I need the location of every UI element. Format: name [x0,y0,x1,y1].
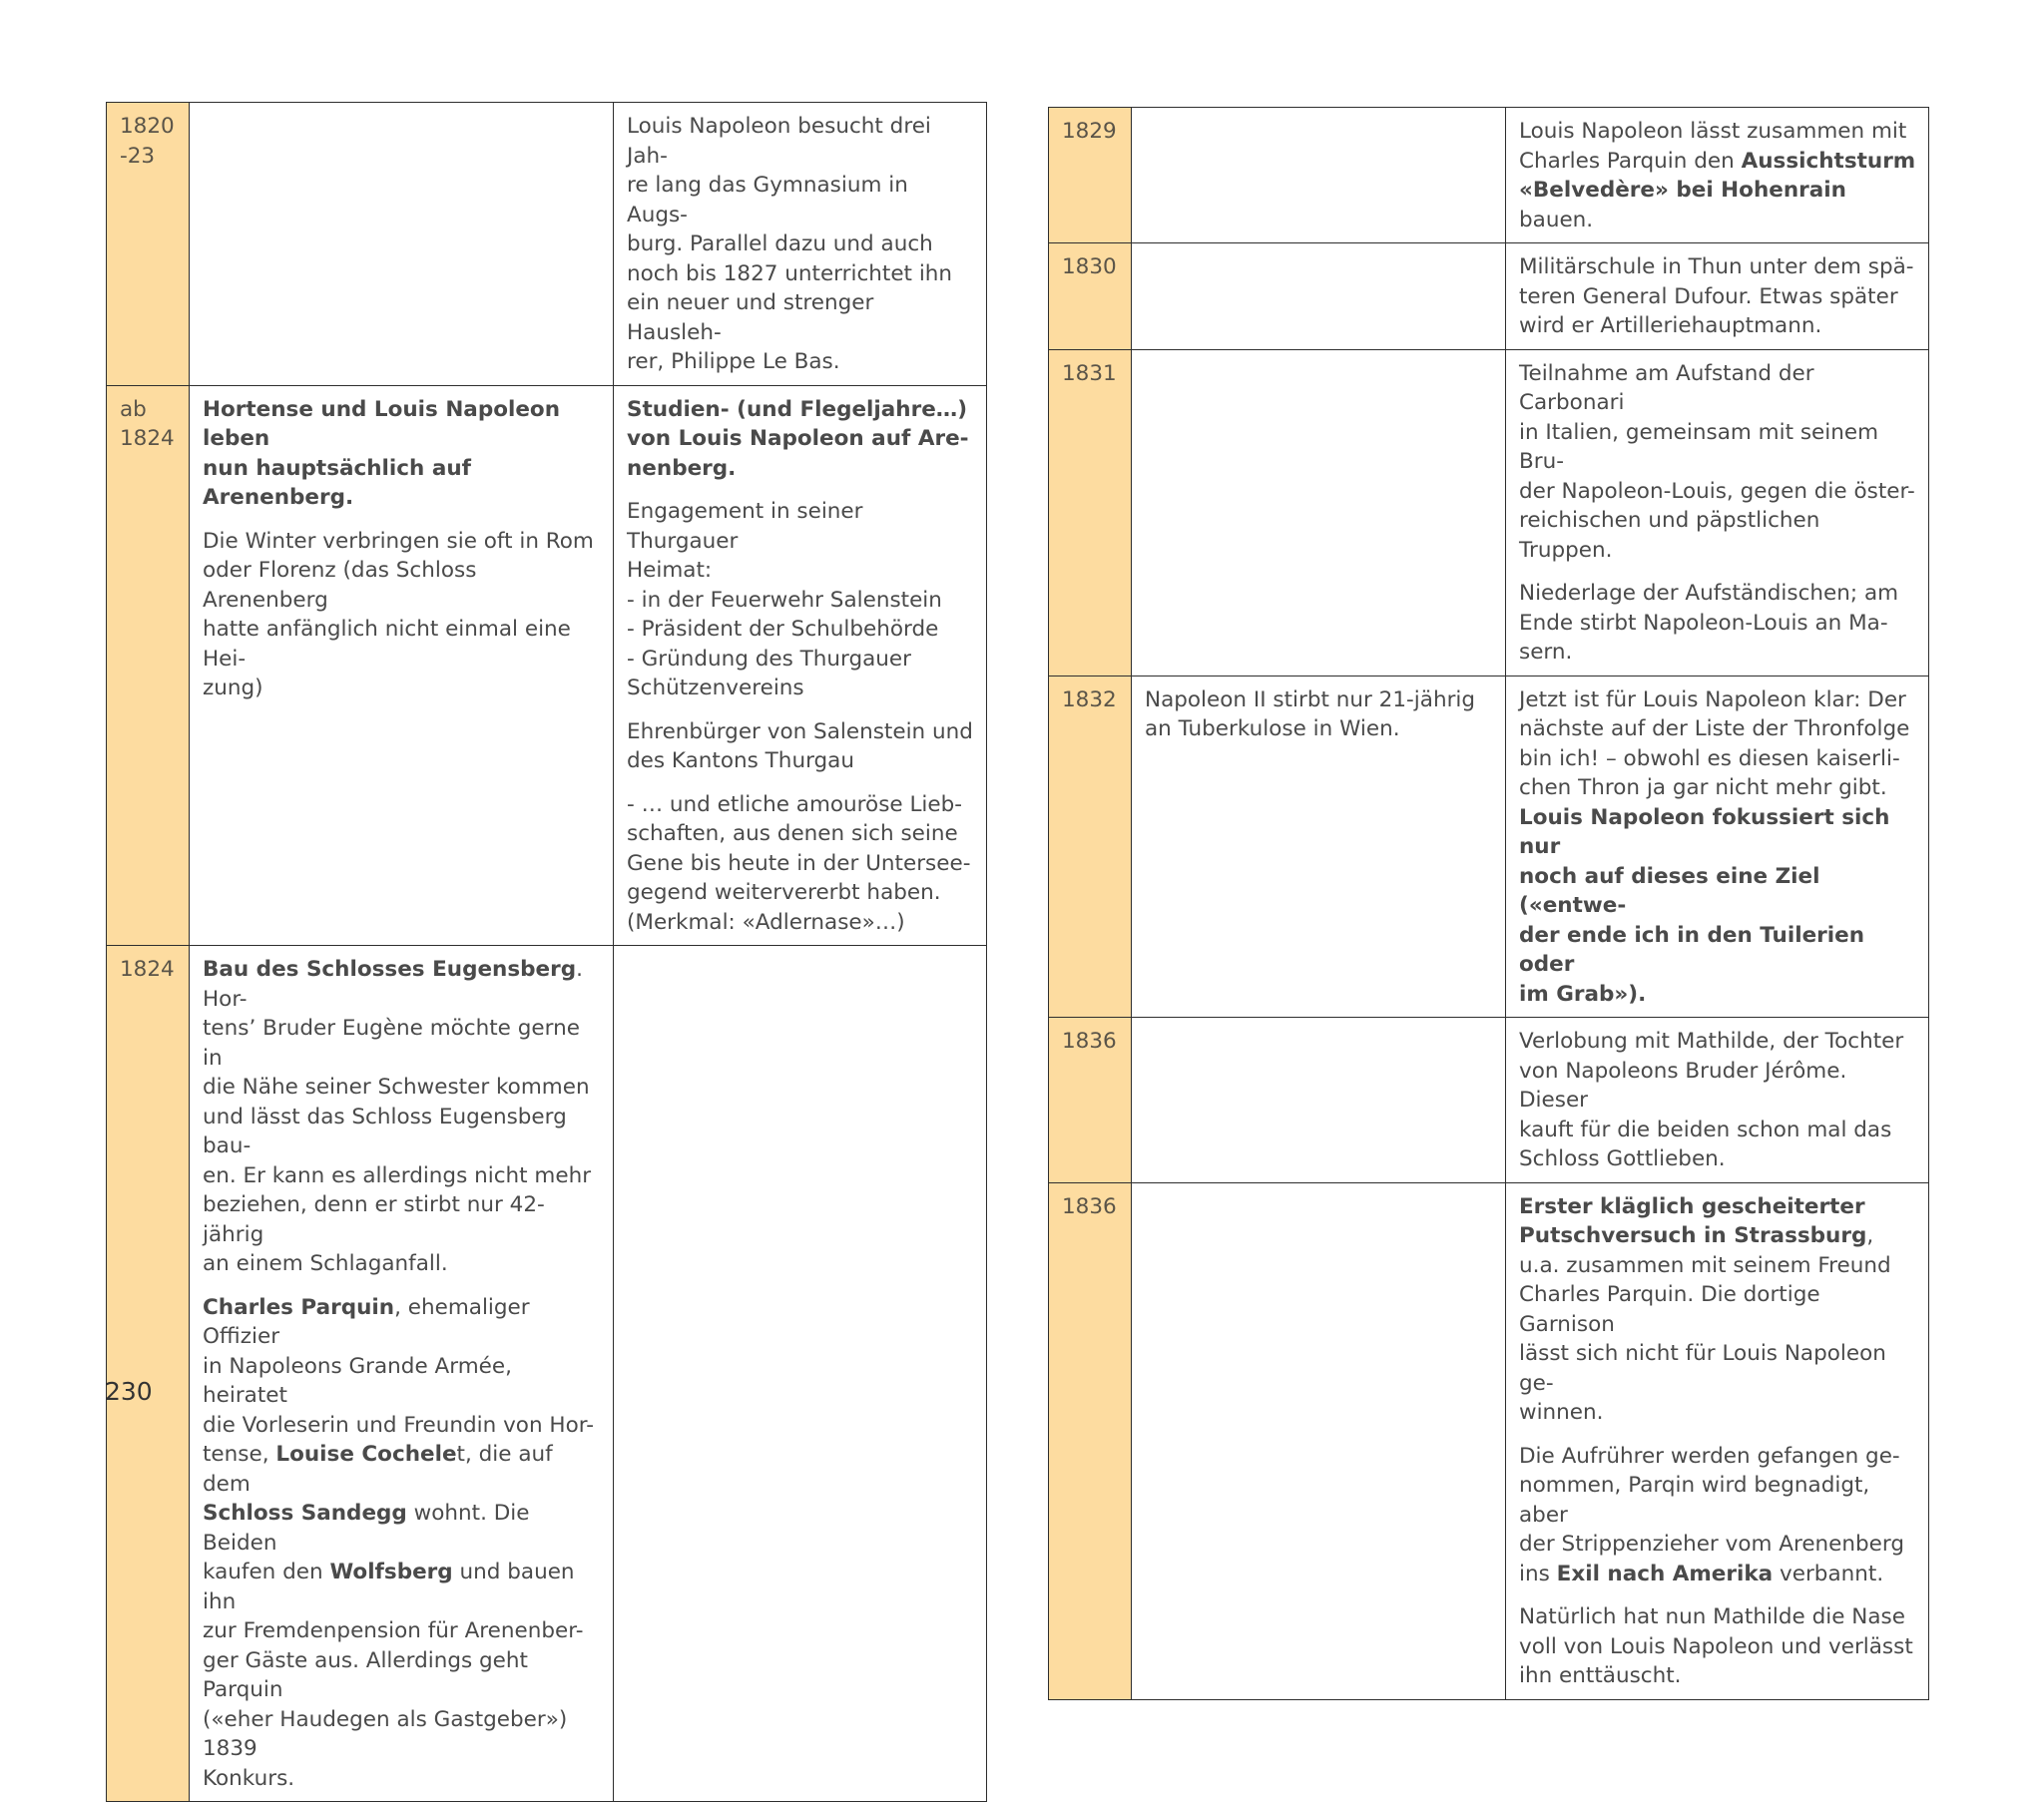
year-cell: 1829 [1049,108,1132,243]
event-paragraph: Louis Napoleon lässt zusammen mit Charles Parquin den Aussichtsturm «Belvedère» bei Hohenrain bauen. [1519,119,1916,232]
event-cell-louis-napoleon [1506,1182,1929,1699]
event-cell-context [1132,1182,1506,1699]
year-cell: ab 1824 [107,385,190,946]
event-paragraph: Studien- (und Flegeljahre…) von Louis Napoleon auf Are- nenberg. [627,396,969,481]
event-cell-context [190,946,614,1802]
event-paragraph: Hortense und Louis Napoleon leben nun hauptsächlich auf Arenenberg. [203,396,561,510]
event-cell-louis-napoleon [1506,1018,1929,1183]
year-cell: 1836 [1049,1182,1132,1699]
year-cell: 1824 [107,946,190,1802]
event-paragraph: - … und etliche amouröse Lieb- schaften, aus denen sich seine Gene bis heute in der Untersee- gegend weitervererbt haben. (Merkmal: «Adlernase»…) [627,791,971,935]
event-paragraph: Engagement in seiner Thurgauer Heimat: - in der Feuerwehr Salenstein - Präsident der Schulbehörde - Gründung des Thurgauer Schützenvereins [627,499,942,700]
event-cell-context [190,385,614,946]
event-paragraph: Niederlage der Aufständischen; am Ende stirbt Napoleon-Louis an Ma- sern. [1519,581,1899,665]
year-cell: 1830 [1049,243,1132,350]
page-number: 230 [105,1377,153,1406]
event-paragraph: Teilnahme am Aufstand der Carbonari in Italien, gemeinsam mit seinem Bru- der Napoleon-Louis, gegen die öster- reichischen und päpstlichen Truppen. [1519,360,1915,563]
timeline-row [1049,676,1929,1018]
event-paragraph: Erster kläglich gescheiterter Putschversuch in Strassburg, u.a. zusammen mit seinem Freund Charles Parquin. Die dortige Garnison lässt sich nicht für Louis Napoleon ge- winnen. [1519,1193,1891,1425]
event-paragraph: Charles Parquin, ehemaliger Offizier in Napoleons Grande Armée, heiratet die Vorleserin und Freundin von Hor- tense, Louise Cochelet, die auf dem Schloss Sandegg wohnt. Die Beiden kaufen den Wolfsberg und bauen ihn zur Fremdenpension für Arenenber- ger Gäste aus. Allerdings geht Parquin («eher Haudegen als Gastgeber») 1839 Konkurs. [203,1294,594,1791]
event-cell-context [1132,1018,1506,1183]
timeline-row [1049,108,1929,243]
event-cell-louis-napoleon [1506,676,1929,1018]
timeline-row [107,946,987,1802]
timeline-row [107,103,987,386]
event-cell-louis-napoleon [1506,243,1929,350]
timeline-row [1049,1018,1929,1183]
event-cell-louis-napoleon [1506,349,1929,676]
event-paragraph: Louis Napoleon besucht drei Jah- re lang das Gymnasium in Augs- burg. Parallel dazu und auch noch bis 1827 unterrichtet ihn ein neuer und strenger Hausleh- rer, Philippe Le Bas. [627,114,953,374]
event-cell-louis-napoleon [614,946,987,1802]
event-paragraph: Bau des Schlosses Eugensberg. Hor- tens’ Bruder Eugène möchte gerne in die Nähe seiner Schwester kommen und lässt das Schloss Eugensberg bau- en. Er kann es allerdings nicht mehr beziehen, denn er stirbt nur 42-jährig an einem Schlaganfall. [203,957,592,1276]
event-cell-louis-napoleon [614,103,987,386]
timeline-row [1049,243,1929,350]
event-cell-louis-napoleon [1506,108,1929,243]
timeline-table-left [106,102,987,1802]
year-cell: 1831 [1049,349,1132,676]
year-cell: 1820 -23 [107,103,190,386]
event-cell-louis-napoleon [614,385,987,946]
event-cell-context [1132,108,1506,243]
event-paragraph: Napoleon II stirbt nur 21-jährig an Tuberkulose in Wien. [1145,686,1476,741]
event-paragraph: Jetzt ist für Louis Napoleon klar: Der nächste auf der Liste der Thronfolge bin ich! – obwohl es diesen kaiserli- chen Thron ja gar nicht mehr gibt. Louis Napoleon fokussiert sich nur noch auf dieses eine Ziel («entwe- der ende ich in den Tuilerien oder im Grab»). [1519,686,1910,1007]
event-paragraph: Verlobung mit Mathilde, der Tochter von Napoleons Bruder Jérôme. Dieser kauft für die beiden schon mal das Schloss Gottlieben. [1519,1029,1904,1171]
timeline-row [1049,349,1929,676]
event-cell-context [190,103,614,386]
timeline-row [1049,1182,1929,1699]
event-paragraph: Ehrenbürger von Salenstein und des Kantons Thurgau [627,718,973,773]
year-cell: 1832 [1049,676,1132,1018]
event-cell-context [1132,243,1506,350]
year-cell: 1836 [1049,1018,1132,1183]
timeline-row [107,385,987,946]
event-paragraph: Die Aufrührer werden gefangen ge- nommen, Parqin wird begnadigt, aber der Strippenzieher vom Arenenberg ins Exil nach Amerika verbannt. [1519,1443,1905,1586]
event-paragraph: Die Winter verbringen sie oft in Rom oder Florenz (das Schloss Arenenberg hatte anfänglich nicht einmal eine Hei- zung) [203,528,594,700]
event-paragraph: Militärschule in Thun unter dem spä- teren General Dufour. Etwas später wird er Artilleriehauptmann. [1519,254,1914,338]
event-cell-context [1132,676,1506,1018]
timeline-table-right [1048,107,1929,1700]
event-cell-context [1132,349,1506,676]
event-paragraph: Natürlich hat nun Mathilde die Nase voll von Louis Napoleon und verlässt ihn enttäuscht. [1519,1604,1913,1688]
